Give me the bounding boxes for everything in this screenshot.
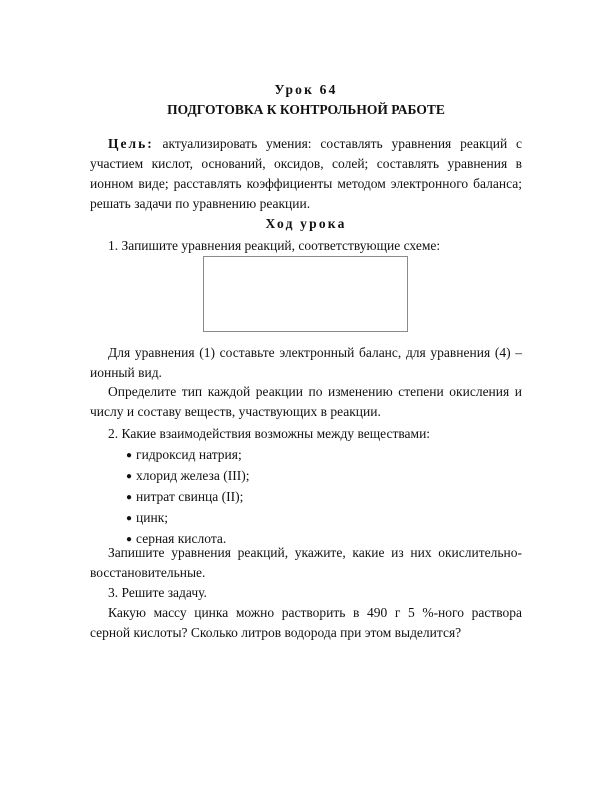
lesson-title: ПОДГОТОВКА К КОНТРОЛЬНОЙ РАБОТЕ xyxy=(167,102,445,117)
goal-text: актуализировать умения: составлять уравнения реакций с участием кислот, оснований, оксидов, солей; составлять уравнения в ионном виде; расставлять коэффициенты методом электронного баланса; решать задачи по уравнению реакции. xyxy=(90,136,523,211)
reaction-scheme-image xyxy=(203,256,408,332)
task2-outro: Запишите уравнения реакций, укажите, какие из них окислительно-восстановительные. xyxy=(90,545,522,580)
list-item: ● нитрат свинца (II); xyxy=(126,489,244,504)
bullet-icon: ● xyxy=(126,471,133,482)
bullet-icon: ● xyxy=(126,450,133,461)
list-item: ● серная кислота. xyxy=(126,531,227,546)
goal-label: Цель: xyxy=(108,136,154,151)
bullet-icon: ● xyxy=(126,534,133,545)
course-heading: Ход урока xyxy=(265,216,347,231)
bullet-icon: ● xyxy=(126,492,133,503)
substances-list xyxy=(126,445,249,550)
task1-intro: 1. Запишите уравнения реакций, соответствующие схеме: xyxy=(108,238,441,253)
list-item: ● хлорид железа (III); xyxy=(126,468,250,483)
lesson-number: Урок 64 xyxy=(274,82,338,97)
list-item: ● гидроксид натрия; xyxy=(126,447,242,462)
task3-intro: 3. Решите задачу. xyxy=(108,585,207,600)
goal-paragraph xyxy=(90,134,522,214)
task1-paragraph-2: Определите тип каждой реакции по изменению степени окисления и числу и составу веществ, участвующих в реакции. xyxy=(90,384,522,419)
bullet-icon: ● xyxy=(126,513,133,524)
task1-paragraph-1: Для уравнения (1) составьте электронный баланс, для уравнения (4) – ионный вид. xyxy=(90,345,522,380)
task2-intro: 2. Какие взаимодействия возможны между веществами: xyxy=(108,426,431,441)
task3-text: Какую массу цинка можно растворить в 490 г 5 %-ного раствора серной кислоты? Сколько литров водорода при этом выделится? xyxy=(90,605,522,640)
list-item: ● цинк; xyxy=(126,510,169,525)
